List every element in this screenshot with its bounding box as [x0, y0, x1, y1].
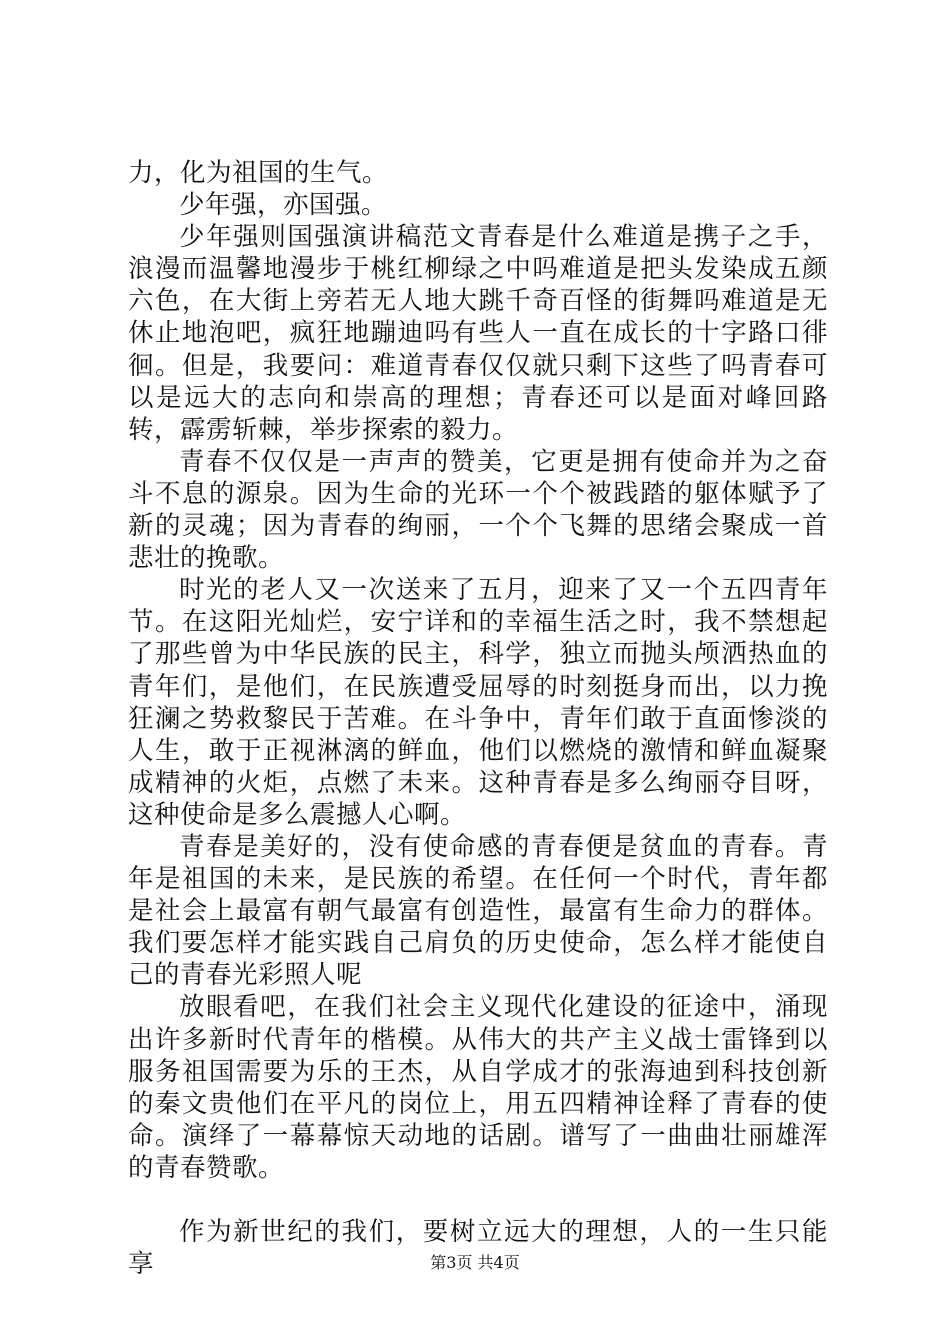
paragraph-7: 放眼看吧，在我们社会主义现代化建设的征途中，涌现出许多新时代青年的楷模。从伟大的共产主义战士雷锋到以服务祖国需要为乐的王杰，从自学成才的张海迪到科技创新的秦文贵他们在平凡的岗位上，用五四精神诠释了青春的使命。演绎了一幕幕惊天动地的话剧。谱写了一曲曲壮丽雄浑的青春赞歌。: [128, 992, 828, 1183]
paragraph-3: 少年强则国强演讲稿范文青春是什么难道是携子之手，浪漫而温馨地漫步于桃红柳绿之中吗难道是把头发染成五颜六色，在大街上旁若无人地大跳千奇百怪的街舞吗难道是无休止地泡吧，疯狂地蹦迪吗有些人一直在成长的十字路口徘徊。但是，我要问：难道青春仅仅就只剩下这些了吗青春可以是远大的志向和崇高的理想；青春还可以是面对峰回路转，霹雳斩棘，举步探索的毅力。: [128, 222, 828, 445]
paragraph-5: 时光的老人又一次送来了五月，迎来了又一个五四青年节。在这阳光灿烂，安宁详和的幸福生活之时，我不禁想起了那些曾为中华民族的民主，科学，独立而抛头颅洒热血的青年们，是他们，在民族遭受屈辱的时刻挺身而出，以力挽狂澜之势救黎民于苦难。在斗争中，青年们敢于直面惨淡的人生，敢于正视淋漓的鲜血，他们以燃烧的激情和鲜血凝聚成精神的火炬，点燃了未来。这种青春是多么绚丽夺目呀，这种使命是多么震撼人心啊。: [128, 575, 828, 830]
document-body: [128, 157, 828, 1280]
paragraph-4: 青春不仅仅是一声声的赞美，它更是拥有使命并为之奋斗不息的源泉。因为生命的光环一个个被践踏的躯体赋予了新的灵魂；因为青春的绚丽，一个个飞舞的思绪会聚成一首悲壮的挽歌。: [128, 446, 828, 574]
paragraph-2: 少年强，亦国强。: [179, 190, 388, 221]
paragraph-6: 青春是美好的，没有使命感的青春便是贫血的青春。青年是祖国的未来，是民族的希望。在任何一个时代，青年都是社会上最富有朝气最富有创造性，最富有生命力的群体。我们要怎样才能实践自己肩负的历史使命，怎么样才能使自己的青春光彩照人呢: [128, 831, 828, 991]
paragraph-8: 作为新世纪的我们，要树立远大的理想，人的一生只能享: [128, 1217, 828, 1280]
paragraph-1: 力，化为祖国的生气。: [128, 158, 389, 188]
page-footer: 第3页 共4页: [430, 1253, 520, 1272]
